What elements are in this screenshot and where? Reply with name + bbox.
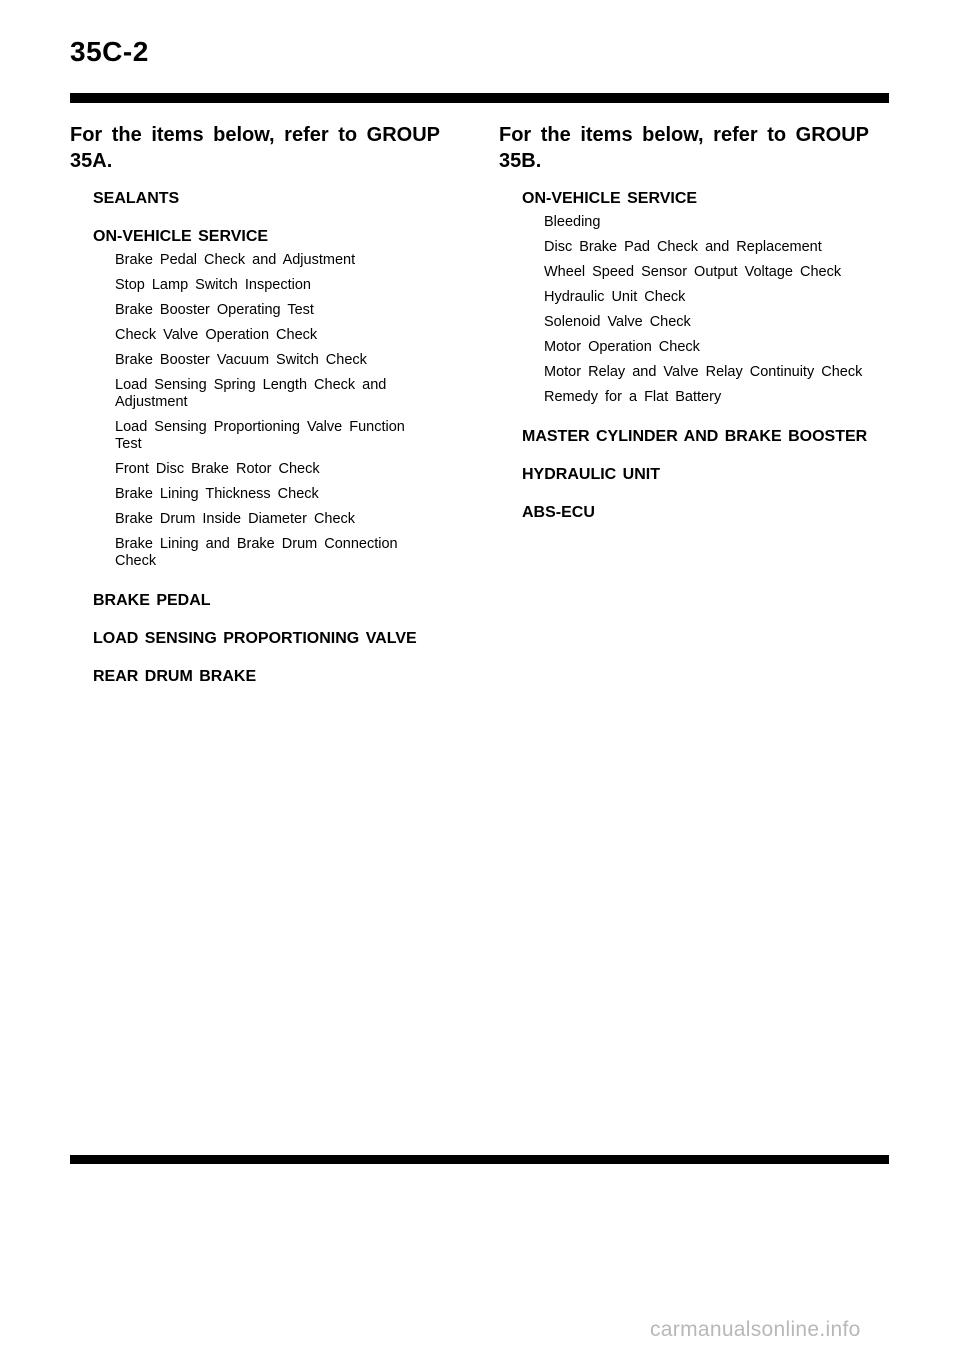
list-item: Solenoid Valve Check bbox=[544, 314, 691, 330]
list-item: Brake Lining and Brake Drum Connection Check bbox=[115, 536, 398, 569]
list-item: Stop Lamp Switch Inspection bbox=[115, 277, 311, 293]
section-hydraulic-unit bbox=[522, 466, 894, 484]
item-list bbox=[544, 214, 904, 406]
page-number: 35C-2 bbox=[70, 36, 149, 67]
bottom-rule bbox=[70, 1155, 889, 1164]
left-column bbox=[70, 122, 450, 706]
left-column-heading: For the items below, refer to GROUP 35A. bbox=[70, 124, 440, 172]
section-title: SEALANTS bbox=[93, 190, 180, 207]
section-on-vehicle-service-35b bbox=[522, 190, 894, 406]
list-item: Remedy for a Flat Battery bbox=[544, 389, 722, 405]
section-title: ON-VEHICLE SERVICE bbox=[93, 228, 269, 245]
top-rule bbox=[70, 93, 889, 103]
section-title: REAR DRUM BRAKE bbox=[93, 668, 257, 685]
list-item: Disc Brake Pad Check and Replacement bbox=[544, 239, 822, 255]
section-title: BRAKE PEDAL bbox=[93, 592, 211, 609]
list-item: Motor Relay and Valve Relay Continuity Check bbox=[544, 364, 863, 380]
list-item: Load Sensing Proportioning Valve Function Test bbox=[115, 419, 405, 452]
list-item: Brake Booster Vacuum Switch Check bbox=[115, 352, 367, 368]
right-column-heading: For the items below, refer to GROUP 35B. bbox=[499, 124, 869, 172]
list-item: Wheel Speed Sensor Output Voltage Check bbox=[544, 264, 842, 280]
list-item: Front Disc Brake Rotor Check bbox=[115, 461, 320, 477]
list-item: Brake Pedal Check and Adjustment bbox=[115, 252, 356, 268]
section-brake-pedal bbox=[93, 592, 450, 610]
right-column bbox=[499, 122, 894, 542]
section-on-vehicle-service-35a bbox=[93, 228, 450, 570]
section-title: MASTER CYLINDER AND BRAKE BOOSTER bbox=[522, 428, 868, 445]
section-title: ABS-ECU bbox=[522, 504, 595, 521]
list-item: Load Sensing Spring Length Check and Adjustment bbox=[115, 377, 387, 410]
item-list bbox=[115, 252, 435, 570]
section-title: ON-VEHICLE SERVICE bbox=[522, 190, 698, 207]
section-title: HYDRAULIC UNIT bbox=[522, 466, 660, 483]
section-master-cylinder bbox=[522, 428, 894, 446]
watermark: carmanualsonline.info bbox=[650, 1318, 861, 1341]
list-item: Brake Lining Thickness Check bbox=[115, 486, 319, 502]
list-item: Brake Drum Inside Diameter Check bbox=[115, 511, 356, 527]
section-abs-ecu bbox=[522, 504, 894, 522]
list-item: Hydraulic Unit Check bbox=[544, 289, 686, 305]
list-item: Bleeding bbox=[544, 214, 601, 230]
section-sealants bbox=[93, 190, 450, 208]
list-item: Motor Operation Check bbox=[544, 339, 700, 355]
section-title: LOAD SENSING PROPORTIONING VALVE bbox=[93, 630, 417, 647]
list-item: Brake Booster Operating Test bbox=[115, 302, 314, 318]
section-rear-drum-brake bbox=[93, 668, 450, 686]
list-item: Check Valve Operation Check bbox=[115, 327, 318, 343]
section-load-sensing-valve bbox=[93, 630, 450, 648]
